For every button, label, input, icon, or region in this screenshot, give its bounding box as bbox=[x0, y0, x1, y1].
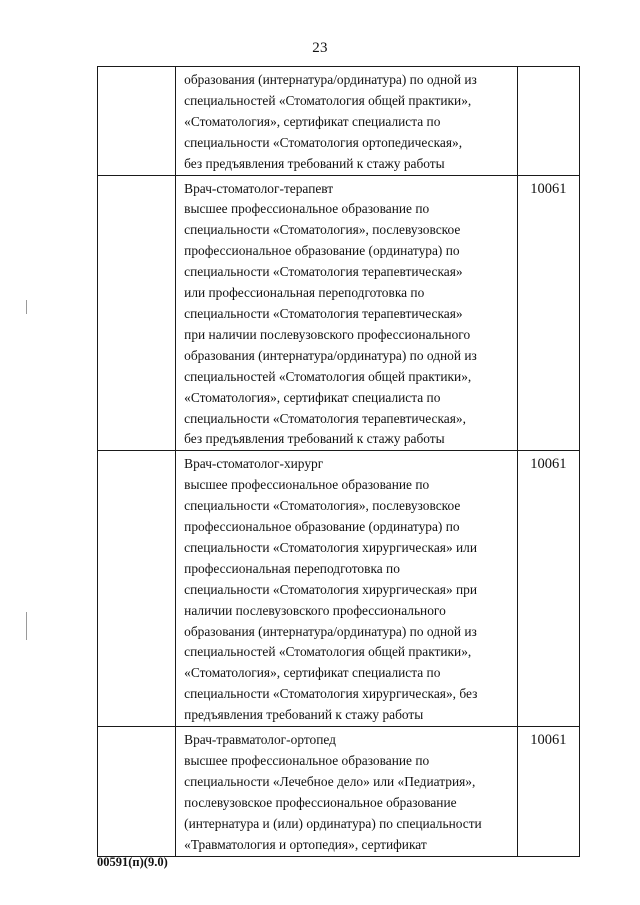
description-line: высшее профессиональное образование по bbox=[184, 477, 430, 493]
code-cell: 10061 bbox=[517, 175, 579, 451]
description-line: послевузовское профессиональное образование bbox=[184, 794, 457, 810]
page-number: 23 bbox=[312, 40, 328, 56]
table-row bbox=[98, 67, 580, 176]
description-line: специальности «Стоматология», послевузовское bbox=[184, 222, 461, 238]
scan-margin-mark bbox=[26, 612, 27, 640]
empty-left-cell bbox=[98, 451, 176, 727]
scan-margin-mark bbox=[26, 300, 27, 314]
description-line: образования (интернатура/ординатура) по одной из bbox=[184, 72, 477, 87]
description-line: профессиональное образование (ординатура) по bbox=[184, 243, 460, 259]
description-line: или профессиональная переподготовка по bbox=[184, 285, 425, 301]
qualification-description bbox=[176, 451, 518, 727]
description-line: при наличии послевузовского профессионального bbox=[184, 326, 471, 342]
table-row bbox=[98, 451, 580, 727]
document-code: 00591(п)(9.0) bbox=[97, 855, 168, 869]
table-row bbox=[98, 727, 580, 856]
description-line: высшее профессиональное образование по bbox=[184, 201, 430, 217]
description-line: «Стоматология», сертификат специалиста по bbox=[184, 113, 441, 129]
description-line: специальностей «Стоматология общей практики», bbox=[184, 368, 472, 384]
description-line: высшее профессиональное образование по bbox=[184, 753, 430, 768]
code-cell: 10061 bbox=[517, 727, 579, 856]
empty-left-cell bbox=[98, 175, 176, 451]
description-line: «Стоматология», сертификат специалиста по bbox=[184, 389, 441, 405]
description-line: специальности «Стоматология ортопедическая», bbox=[184, 134, 463, 150]
description-line: специальности «Лечебное дело» или «Педиатрия», bbox=[184, 773, 476, 789]
description-line: профессиональная переподготовка по bbox=[184, 560, 400, 576]
qualification-description bbox=[176, 67, 518, 176]
qualification-description bbox=[176, 175, 518, 451]
empty-left-cell bbox=[98, 67, 176, 176]
empty-left-cell bbox=[98, 727, 176, 856]
description-line: специальности «Стоматология терапевтическая» bbox=[184, 264, 463, 280]
description-line: «Травматология и ортопедия», сертификат bbox=[184, 836, 427, 852]
description-line: образования (интернатура/ординатура) по одной из bbox=[184, 347, 477, 363]
description-line: (интернатура и (или) ординатура) по специальности bbox=[184, 815, 482, 831]
description-line: специальности «Стоматология», послевузовское bbox=[184, 498, 461, 514]
description-line: «Стоматология», сертификат специалиста по bbox=[184, 665, 441, 681]
description-line: наличии послевузовского профессионального bbox=[184, 602, 446, 618]
qualification-table bbox=[97, 66, 580, 857]
qualification-description bbox=[176, 727, 518, 856]
description-line: специальности «Стоматология терапевтическая» bbox=[184, 305, 463, 321]
description-line: без предъявления требований к стажу работы bbox=[184, 431, 445, 447]
description-line: специальности «Стоматология хирургическая», без bbox=[184, 686, 478, 702]
description-line: специальности «Стоматология терапевтическая», bbox=[184, 410, 466, 426]
position-title: Врач-стоматолог-терапевт bbox=[184, 180, 334, 196]
description-line: специальности «Стоматология хирургическая» при bbox=[184, 581, 478, 597]
description-line: специальностей «Стоматология общей практики», bbox=[184, 644, 472, 660]
code-cell bbox=[517, 67, 579, 176]
description-line: профессиональное образование (ординатура) по bbox=[184, 519, 460, 535]
description-line: предъявления требований к стажу работы bbox=[184, 707, 424, 723]
description-line: специальности «Стоматология хирургическая» или bbox=[184, 539, 478, 555]
description-line: без предъявления требований к стажу работы bbox=[184, 155, 445, 171]
position-title: Врач-травматолог-ортопед bbox=[184, 732, 336, 748]
description-line: образования (интернатура/ординатура) по одной из bbox=[184, 623, 477, 639]
table-row bbox=[98, 175, 580, 451]
description-line: специальностей «Стоматология общей практики», bbox=[184, 92, 472, 108]
position-title: Врач-стоматолог-хирург bbox=[184, 456, 324, 472]
code-cell: 10061 bbox=[517, 451, 579, 727]
